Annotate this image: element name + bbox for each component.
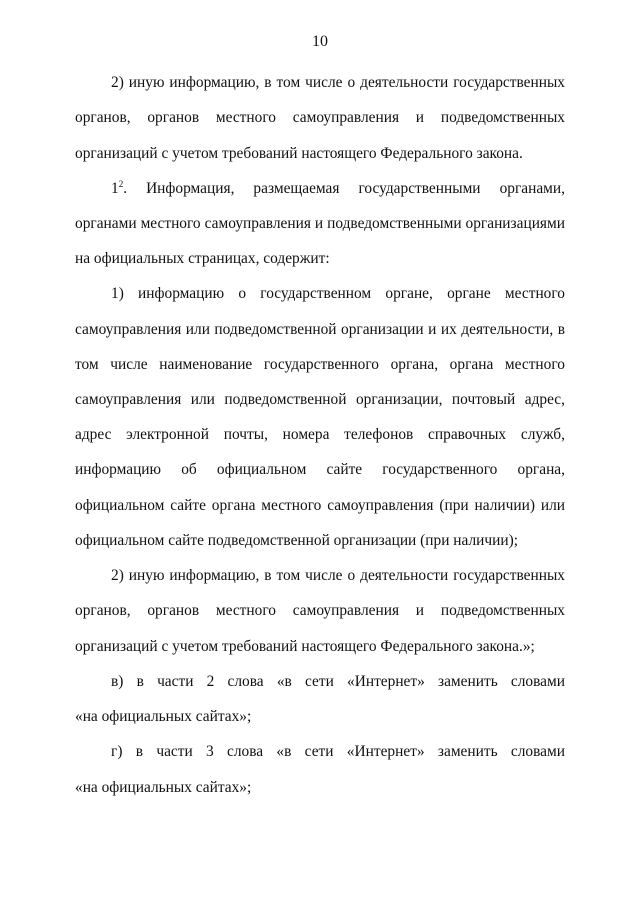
text-line: 1) информацию о государственном органе, органе местного — [111, 285, 565, 302]
clause-number: 1 — [111, 180, 119, 197]
text-line: адрес электронной почты, номера телефонов справочных служб, — [75, 426, 565, 443]
text-line: самоуправления или подведомственной организации и их деятельности, в — [75, 321, 565, 338]
text-line: органов, органов местного самоуправления и подведомственных — [75, 602, 565, 619]
text-line: «на официальных сайтах»; — [75, 779, 252, 796]
text-line — [111, 179, 565, 199]
text-line: 2) иную информацию, в том числе о деятельности государственных — [111, 567, 565, 584]
text-line: официальном сайте подведомственной организации (при наличии); — [75, 532, 519, 549]
text-line: 2) иную информацию, в том числе о деятельности государственных — [111, 74, 565, 91]
clause-superscript: 2 — [118, 179, 124, 189]
page-number: 10 — [312, 33, 328, 50]
text-line: «на официальных сайтах»; — [75, 708, 252, 725]
text-line: органами местного самоуправления и подведомственными организациями — [75, 215, 565, 232]
clause-text: . Информация, размещаемая государственными органами, — [123, 180, 565, 197]
text-line: на официальных страницах, содержит: — [75, 250, 330, 267]
text-line: в) в части 2 слова «в сети «Интернет» заменить словами — [111, 673, 565, 690]
text-line: органов, органов местного самоуправления и подведомственных — [75, 109, 565, 126]
text-line: организаций с учетом требований настоящего Федерального закона. — [75, 145, 523, 162]
text-line: г) в части 3 слова «в сети «Интернет» заменить словами — [111, 743, 565, 760]
text-line: самоуправления или подведомственной организации, почтовый адрес, — [75, 391, 565, 408]
text-line: официальном сайте органа местного самоуправления (при наличии) или — [75, 497, 565, 514]
text-line: том числе наименование государственного органа, органа местного — [75, 356, 565, 373]
text-line: организаций с учетом требований настоящего Федерального закона.»; — [75, 638, 535, 655]
text-line: информацию об официальном сайте государственного органа, — [75, 461, 565, 478]
